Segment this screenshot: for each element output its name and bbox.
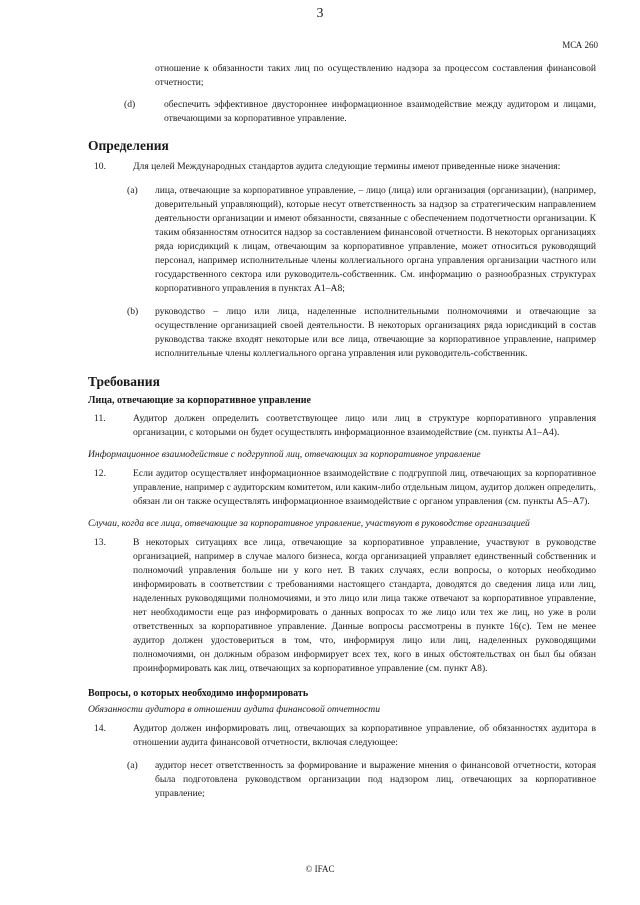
item-label: (b) [127,306,139,317]
page-number: 3 [316,6,324,21]
paragraph-12 [88,467,596,509]
item-label: (a) [127,185,138,196]
paragraph-11 [88,412,596,440]
item-label: (a) [127,760,138,771]
paragraph-number: 10. [94,161,106,172]
definition-item-a [88,184,596,296]
definition-item-b [88,305,596,361]
italic-subheading: Обязанности аудитора в отношении аудита финансовой отчетности [88,704,381,715]
italic-subheading: Случаи, когда все лица, отвечающие за корпоративное управление, участвуют в руководстве организацией [88,518,530,529]
paragraph-text: Если аудитор осуществляет информационное взаимодействие с подгруппой лиц, отвечающих за корпоративное управление, например с аудиторским комитетом, или каким-либо отдельным лицом, аудитор должен определить, обязан ли он также осуществлять информационное взаимодействие с органом управления (см. пункты A5–A7). [133,468,596,507]
item-text: руководство – лицо или лица, наделенные исполнительными полномочиями и отвечающие за осуществление организацией своей деятельности. В некоторых организациях ряда юрисдикций в состав руководства также входят некоторые или все лица, отвечающие за корпоративное управление, например исполнительные члены коллегиального органа управления или руководитель-собственник. [155,306,596,359]
paragraph-text: В некоторых ситуациях все лица, отвечающие за корпоративное управление, участвуют в руководстве организацией, например в случае малого бизнеса, когда организацией управляет единственный собственник и полномочий управления больше ни у кого нет. В таких случаях, если вопросы, о которых необходимо информировать в соответствии с требованиями настоящего стандарта, доводятся до сведения лица или лиц, наделенных руководящими полномочиями, и это лицо или лица также отвечают за корпоративное управление, нет необходимости еще раз информировать о данных вопросах то же лицо или тех же лиц, но уже в роли ответственных за корпоративное управление. Данные вопросы рассмотрены в пункте 16(c). Тем не менее аудитор должен удостовериться в том, что, информируя лицо или лиц, наделенных руководящими полномочиями, он должным образом информирует всех тех, кого в иных обстоятельствах он был бы обязан проинформировать как лиц, отвечающих за корпоративное управление (см. пункт A8). [133,537,596,674]
paragraph-text: Для целей Международных стандартов аудита следующие термины имеют приведенные ниже значения: [133,161,561,172]
requirements-heading: Требования [88,374,160,389]
intro-continuation: отношение к обязанности таких лиц по осуществлению надзора за процессом составления финансовой отчетности; [155,63,596,88]
subsection-heading: Вопросы, о которых необходимо информировать [88,688,309,699]
copyright-footer: © IFAC [305,864,335,874]
item-text: обеспечить эффективное двустороннее информационное взаимодействие между аудитором и лицами, отвечающими за корпоративное управление. [164,99,596,124]
paragraph-number: 12. [94,468,106,479]
intro-item-d [88,98,596,126]
paragraph-text: Аудитор должен информировать лиц, отвечающих за корпоративное управление, об обязанностях аудитора в отношении аудита финансовой отчетности, включая следующее: [133,723,596,748]
paragraph-10 [88,160,596,174]
paragraph-number: 13. [94,537,106,548]
page-body [88,62,596,801]
item-label: (d) [124,99,136,110]
paragraph-number: 14. [94,723,106,734]
paragraph-text: Аудитор должен определить соответствующее лицо или лиц в структуре корпоративного управления организации, с которыми он будет осуществлять информационное взаимодействие (см. пункты A1–A4). [133,413,596,438]
document-code: МСА 260 [562,40,598,50]
paragraph-14 [88,722,596,750]
item-text: аудитор несет ответственность за формирование и выражение мнения о финансовой отчетности, которая была подготовлена руководством организации под надзором лиц, отвечающих за корпоративное управление; [155,760,596,799]
matters-item-a [88,759,596,801]
subsection-heading: Лица, отвечающие за корпоративное управление [88,395,311,406]
paragraph-13 [88,536,596,676]
item-text: лица, отвечающие за корпоративное управление, – лицо (лица) или организация (организации), (например, доверительный управляющий), которые несут ответственность за надзор за стратегическим направлением деятельности организации и имеют обязанности, связанные с обеспечением подотчетности организации. К таким обязанностям относится надзор за составлением финансовой отчетности. В некоторых организациях ряда юрисдикций к лицам, отвечающим за корпоративное управление, может относиться руководящий персонал, например исполнительные члены коллегиального органа управления организации частного или государственного сектора или руководитель-собственник. См. информацию о разнообразных структурах корпоративного управления в пунктах A1–A8; [155,185,596,294]
italic-subheading: Информационное взаимодействие с подгруппой лиц, отвечающих за корпоративное управление [88,449,481,460]
definitions-heading: Определения [88,138,169,153]
paragraph-number: 11. [94,413,106,424]
